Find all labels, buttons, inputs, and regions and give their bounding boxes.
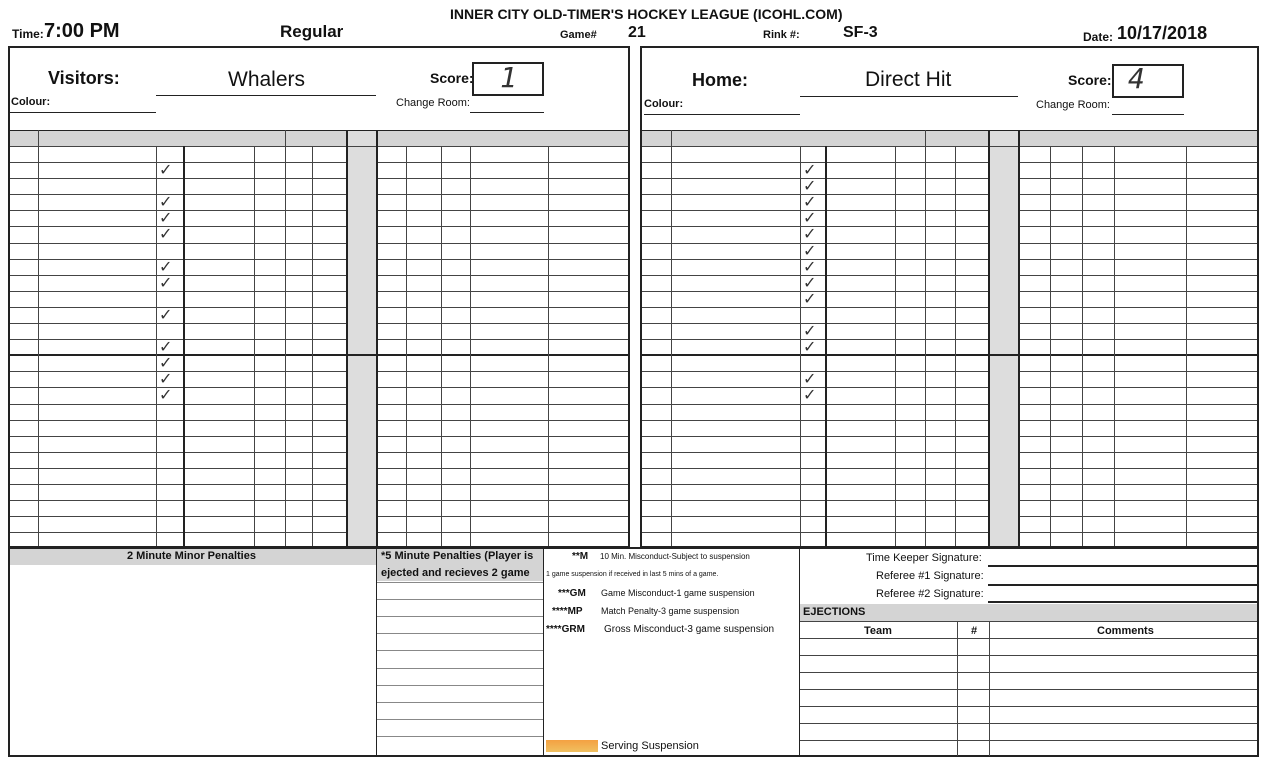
visitors-grid-line [376, 259, 628, 260]
visitors-grid-line [376, 484, 628, 485]
home-period-column [988, 130, 1018, 546]
visitors-attendance-check-icon: ✓ [159, 274, 173, 292]
visitors-grid-line [10, 420, 346, 421]
home-grid-line [642, 420, 988, 421]
home-grid-line [1018, 226, 1257, 227]
visitors-grid-line [10, 484, 346, 485]
visitors-grid-line [441, 146, 442, 546]
home-grid-line [1018, 404, 1257, 405]
home-grid-line [955, 146, 956, 546]
home-grid-line [642, 146, 1257, 147]
major-row-line [377, 702, 543, 703]
visitors-grid-line [470, 146, 471, 546]
visitors-grid-line [10, 387, 346, 388]
visitors-grid-line [376, 339, 628, 340]
visitors-grid-line [10, 323, 346, 324]
visitors-grid-line [156, 146, 157, 546]
home-grid-line [642, 452, 988, 453]
visitors-score: 1 [500, 61, 517, 94]
home-grid-line [1018, 371, 1257, 372]
visitors-colour-label: Colour: [11, 96, 51, 108]
ejections-grid-line [800, 672, 1257, 673]
home-grid-line [671, 130, 672, 546]
visitors-grid-line [376, 162, 628, 163]
home-grid-line [1018, 243, 1257, 244]
home-header-band [642, 130, 1257, 146]
home-attendance-check-icon: ✓ [803, 178, 817, 196]
ejections-grid-line [800, 723, 1257, 724]
visitors-grid-line [10, 468, 346, 469]
home-room-label: Change Room: [1036, 99, 1110, 111]
home-attendance-check-icon: ✓ [803, 226, 817, 244]
home-grid-line [800, 146, 801, 546]
home-grid-line [642, 532, 988, 533]
rink-label: Rink #: [763, 29, 800, 41]
visitors-grid-line [406, 146, 407, 546]
misconduct-text-2: 1 game suspension if received in last 5 mins of a game. [546, 571, 719, 578]
visitors-room-label: Change Room: [396, 97, 470, 109]
home-period-divider [642, 354, 1257, 356]
visitors-grid-line [10, 307, 346, 308]
visitors-grid-line [10, 210, 346, 211]
major-title-1: *5 Minute Penalties (Player is [381, 550, 534, 562]
visitors-grid-line [376, 468, 628, 469]
home-attendance-check-icon: ✓ [803, 323, 817, 340]
visitors-grid-line [10, 146, 628, 147]
major-row-line [377, 616, 543, 617]
mp-code: ****MP [552, 606, 583, 617]
visitors-grid-line [376, 404, 628, 405]
major-row-line [377, 599, 543, 600]
misconduct-text: 10 Min. Misconduct-Subject to suspension [600, 552, 750, 561]
game-number: 21 [628, 24, 646, 41]
home-colour-label: Colour: [644, 98, 684, 110]
visitors-grid-line [376, 130, 378, 546]
visitors-grid-line [376, 371, 628, 372]
visitors-grid-line [10, 130, 628, 131]
home-grid-line [1186, 146, 1187, 546]
visitors-attendance-check-icon: ✓ [159, 162, 173, 179]
home-grid-line [642, 500, 988, 501]
ejections-comments-header: Comments [1097, 625, 1154, 637]
home-attendance-check-icon: ✓ [803, 339, 817, 357]
gm-code: ***GM [558, 588, 586, 599]
visitors-attendance-check-icon: ✓ [159, 339, 173, 357]
home-grid-line [642, 130, 1257, 131]
visitors-grid-line [376, 516, 628, 517]
visitors-label: Visitors: [48, 68, 120, 88]
visitors-grid-line [10, 275, 346, 276]
visitors-grid-line [376, 243, 628, 244]
visitors-grid-line [376, 178, 628, 179]
visitors-grid-line [10, 452, 346, 453]
major-row-line [377, 633, 543, 634]
game-type: Regular [280, 22, 344, 41]
home-grid-line [1114, 146, 1115, 546]
visitors-grid-line [285, 130, 286, 546]
mp-text: Match Penalty-3 game suspension [601, 606, 740, 616]
visitors-grid-line [38, 130, 39, 546]
legend-panel [8, 547, 1259, 757]
visitors-period-column [346, 130, 376, 546]
home-grid-line [1018, 532, 1257, 533]
home-attendance-check-icon: ✓ [803, 194, 817, 212]
home-score: 4 [1128, 62, 1145, 95]
ejections-grid-line [800, 740, 1257, 741]
home-grid-line [1018, 436, 1257, 437]
visitors-grid-line [183, 146, 185, 546]
ejections-team-header: Team [864, 625, 892, 637]
home-grid-line [1018, 130, 1020, 546]
visitors-grid-line [10, 178, 346, 179]
misconduct-code: **M [572, 551, 589, 562]
home-grid-line [1018, 323, 1257, 324]
visitors-grid-line [376, 291, 628, 292]
ejections-no-header: # [971, 625, 978, 637]
home-grid-line [1018, 259, 1257, 260]
visitors-attendance-check-icon: ✓ [159, 194, 173, 212]
game-time: 7:00 PM [44, 20, 120, 42]
home-grid-line [1018, 420, 1257, 421]
home-grid-line [1082, 146, 1083, 546]
visitors-grid-line [10, 500, 346, 501]
home-attendance-check-icon: ✓ [803, 162, 817, 179]
major-row-line [377, 668, 543, 669]
gm-text: Game Misconduct-1 game suspension [601, 588, 755, 598]
visitors-grid-line [376, 210, 628, 211]
home-grid-line [825, 146, 827, 546]
visitors-grid-line [10, 404, 346, 405]
home-grid-line [1018, 275, 1257, 276]
timekeeper-label: Time Keeper Signature: [866, 552, 982, 564]
visitors-grid-line [376, 323, 628, 324]
date-label: Date: [1083, 30, 1114, 44]
home-attendance-check-icon: ✓ [803, 371, 817, 389]
visitors-grid-line [10, 436, 346, 437]
home-grid-line [1018, 339, 1257, 340]
grm-code: ****GRM [546, 624, 585, 635]
ejections-title: EJECTIONS [803, 606, 866, 618]
visitors-score-label: Score: [430, 70, 474, 86]
referee2-label: Referee #2 Signature: [876, 588, 984, 600]
home-grid-line [1018, 468, 1257, 469]
home-grid-line [642, 468, 988, 469]
home-grid-line [1018, 516, 1257, 517]
major-row-line [377, 650, 543, 651]
visitors-grid-line [10, 532, 346, 533]
home-grid-line [1018, 307, 1257, 308]
visitors-grid-line [10, 226, 346, 227]
visitors-grid-line [376, 452, 628, 453]
visitors-grid-line [10, 516, 346, 517]
visitors-attendance-check-icon: ✓ [159, 387, 173, 405]
home-grid-line [1018, 291, 1257, 292]
home-attendance-check-icon: ✓ [803, 290, 817, 308]
visitors-attendance-check-icon: ✓ [159, 210, 173, 228]
league-title: INNER CITY OLD-TIMER'S HOCKEY LEAGUE (ICOHL.COM) [450, 6, 843, 22]
home-grid-line [1018, 484, 1257, 485]
visitors-grid-line [10, 259, 346, 260]
home-attendance-check-icon: ✓ [803, 242, 817, 260]
home-attendance-check-icon: ✓ [803, 387, 817, 405]
visitors-grid-line [376, 532, 628, 533]
grm-text: Gross Misconduct-3 game suspension [604, 624, 775, 635]
home-grid-line [1018, 210, 1257, 211]
home-attendance-check-icon: ✓ [803, 210, 817, 228]
visitors-grid-line [376, 226, 628, 227]
visitors-grid-line [376, 307, 628, 308]
home-grid-line [642, 436, 988, 437]
home-grid-line [1018, 387, 1257, 388]
visitors-grid-line [10, 291, 346, 292]
major-row-line [377, 736, 543, 737]
visitors-grid-line [376, 500, 628, 501]
home-label: Home: [692, 70, 749, 90]
serving-swatch [546, 740, 598, 752]
home-grid-line [1050, 146, 1051, 546]
home-grid-line [642, 484, 988, 485]
visitors-grid-line [376, 420, 628, 421]
visitors-attendance-check-icon: ✓ [159, 258, 173, 276]
visitors-attendance-check-icon: ✓ [159, 371, 173, 389]
visitors-attendance-check-icon: ✓ [159, 355, 173, 373]
ejections-grid-line [800, 689, 1257, 690]
home-team-name: Direct Hit [865, 68, 952, 91]
visitors-grid-line [312, 146, 313, 546]
ejections-grid-line [800, 655, 1257, 656]
visitors-team-name: Whalers [228, 68, 306, 91]
visitors-attendance-check-icon: ✓ [159, 226, 173, 244]
home-score-label: Score: [1068, 72, 1112, 88]
home-grid-line [1018, 178, 1257, 179]
visitors-grid-line [548, 146, 549, 546]
major-row-line [377, 582, 543, 583]
major-title-2: ejected and recieves 2 game [381, 567, 530, 579]
visitors-grid-line [10, 243, 346, 244]
visitors-header-band [10, 130, 628, 146]
referee1-label: Referee #1 Signature: [876, 570, 984, 582]
serving-label: Serving Suspension [601, 740, 699, 752]
minor-title: 2 Minute Minor Penalties [127, 550, 256, 562]
visitors-grid-line [376, 194, 628, 195]
home-grid-line [1018, 500, 1257, 501]
home-grid-line [642, 516, 988, 517]
home-grid-line [1018, 194, 1257, 195]
visitors-grid-line [376, 436, 628, 437]
visitors-period-divider [10, 354, 628, 356]
home-attendance-check-icon: ✓ [803, 258, 817, 276]
home-grid-line [1018, 452, 1257, 453]
visitors-grid-line [10, 194, 346, 195]
major-row-line [377, 685, 543, 686]
home-attendance-check-icon: ✓ [803, 274, 817, 292]
home-panel [640, 46, 1259, 548]
major-row-line [377, 719, 543, 720]
game-label: Game# [560, 29, 597, 41]
game-date: 10/17/2018 [1117, 23, 1208, 43]
rink-value: SF-3 [843, 24, 878, 41]
ejections-grid-line [800, 706, 1257, 707]
visitors-grid-line [376, 387, 628, 388]
visitors-grid-line [254, 146, 255, 546]
visitors-grid-line [346, 130, 348, 546]
home-grid-line [925, 130, 926, 546]
visitors-panel [8, 46, 630, 548]
time-label: Time: [12, 27, 44, 41]
home-grid-line [1018, 162, 1257, 163]
home-grid-line [988, 130, 990, 546]
visitors-attendance-check-icon: ✓ [159, 306, 173, 324]
visitors-grid-line [10, 371, 346, 372]
visitors-grid-line [10, 162, 346, 163]
visitors-grid-line [10, 339, 346, 340]
home-grid-line [895, 146, 896, 546]
ejections-grid-line [800, 638, 1257, 639]
visitors-grid-line [376, 275, 628, 276]
